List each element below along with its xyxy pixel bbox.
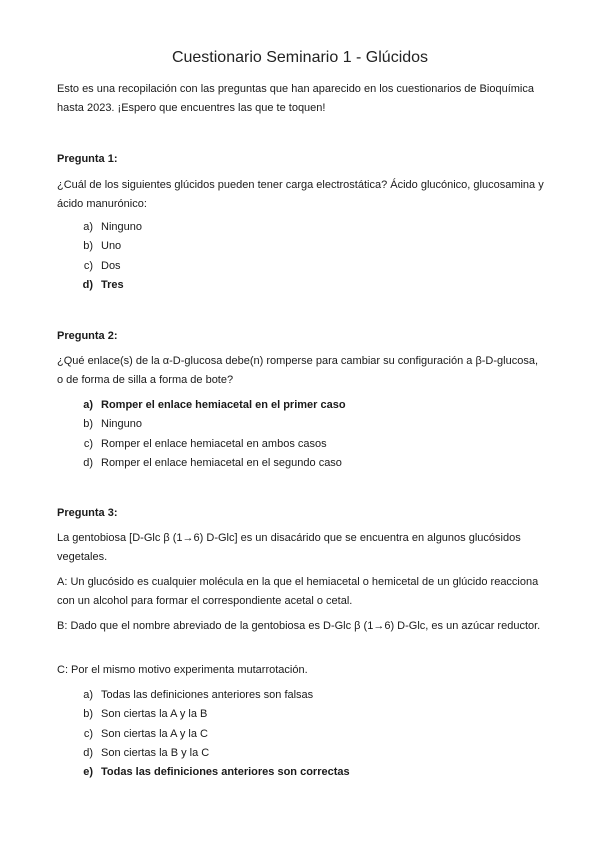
question-1-heading: Pregunta 1:	[57, 153, 118, 165]
question-3-option-c: c) Son ciertas la A y la C	[83, 727, 208, 740]
question-3-option-b: b) Son ciertas la A y la B	[83, 708, 208, 721]
question-3-definition-b: B: Dado que el nombre abreviado de la gentobiosa es D-Glc β (1→6) D-Glc, es un azúcar reductor.	[57, 620, 541, 632]
question-2-option-d: d) Romper el enlace hemiacetal en el segundo caso	[83, 456, 342, 469]
question-1-option-c: c) Dos	[83, 259, 121, 272]
question-3-option-e: e) Todas las definiciones anteriores son correctas	[83, 766, 350, 779]
question-2-statement: ¿Qué enlace(s) de la α-D-glucosa debe(n) romperse para cambiar su configuración a β-D-glucosa, o de forma de silla a forma de bote?	[57, 355, 539, 386]
question-3-heading: Pregunta 3:	[57, 507, 118, 519]
question-3-options	[57, 686, 350, 782]
question-2-option-a: a) Romper el enlace hemiacetal en el primer caso	[83, 399, 346, 411]
question-1-option-a: a) Ninguno	[83, 221, 142, 233]
question-3-option-a: a) Todas las definiciones anteriores son falsas	[83, 689, 314, 701]
question-1-option-d: d) Tres	[82, 278, 124, 291]
question-3-option-d: d) Son ciertas la B y la C	[83, 746, 210, 759]
question-2-heading: Pregunta 2:	[57, 330, 118, 342]
intro-paragraph: Esto es una recopilación con las preguntas que han aparecido en los cuestionarios de Bioquímica hasta 2023. ¡Espero que encuentres las que te toquen!	[57, 83, 534, 114]
question-3-definition-a: A: Un glucósido es cualquier molécula en la que el hemiacetal o hemicetal de un glúcido reacciona con un alcohol para formar el correspondiente acetal o cetal.	[57, 576, 539, 607]
question-3-definition-c: C: Por el mismo motivo experimenta mutarrotación.	[57, 664, 308, 676]
question-2-option-c: c) Romper el enlace hemiacetal en ambos casos	[83, 437, 327, 450]
question-1-option-b: b) Uno	[83, 240, 122, 253]
page-title: Cuestionario Seminario 1 - Glúcidos	[171, 49, 429, 66]
question-1-statement: ¿Cuál de los siguientes glúcidos pueden tener carga electrostática? Ácido glucónico, glucosamina y ácido manurónico:	[57, 179, 544, 210]
question-3-statement: La gentobiosa [D-Glc β (1→6) D-Glc] es un disacárido que se encuentra en algunos glucósidos vegetales.	[57, 532, 521, 563]
question-2-option-b: b) Ninguno	[83, 418, 142, 431]
question-2-options	[57, 396, 346, 473]
question-1-options	[57, 218, 142, 295]
